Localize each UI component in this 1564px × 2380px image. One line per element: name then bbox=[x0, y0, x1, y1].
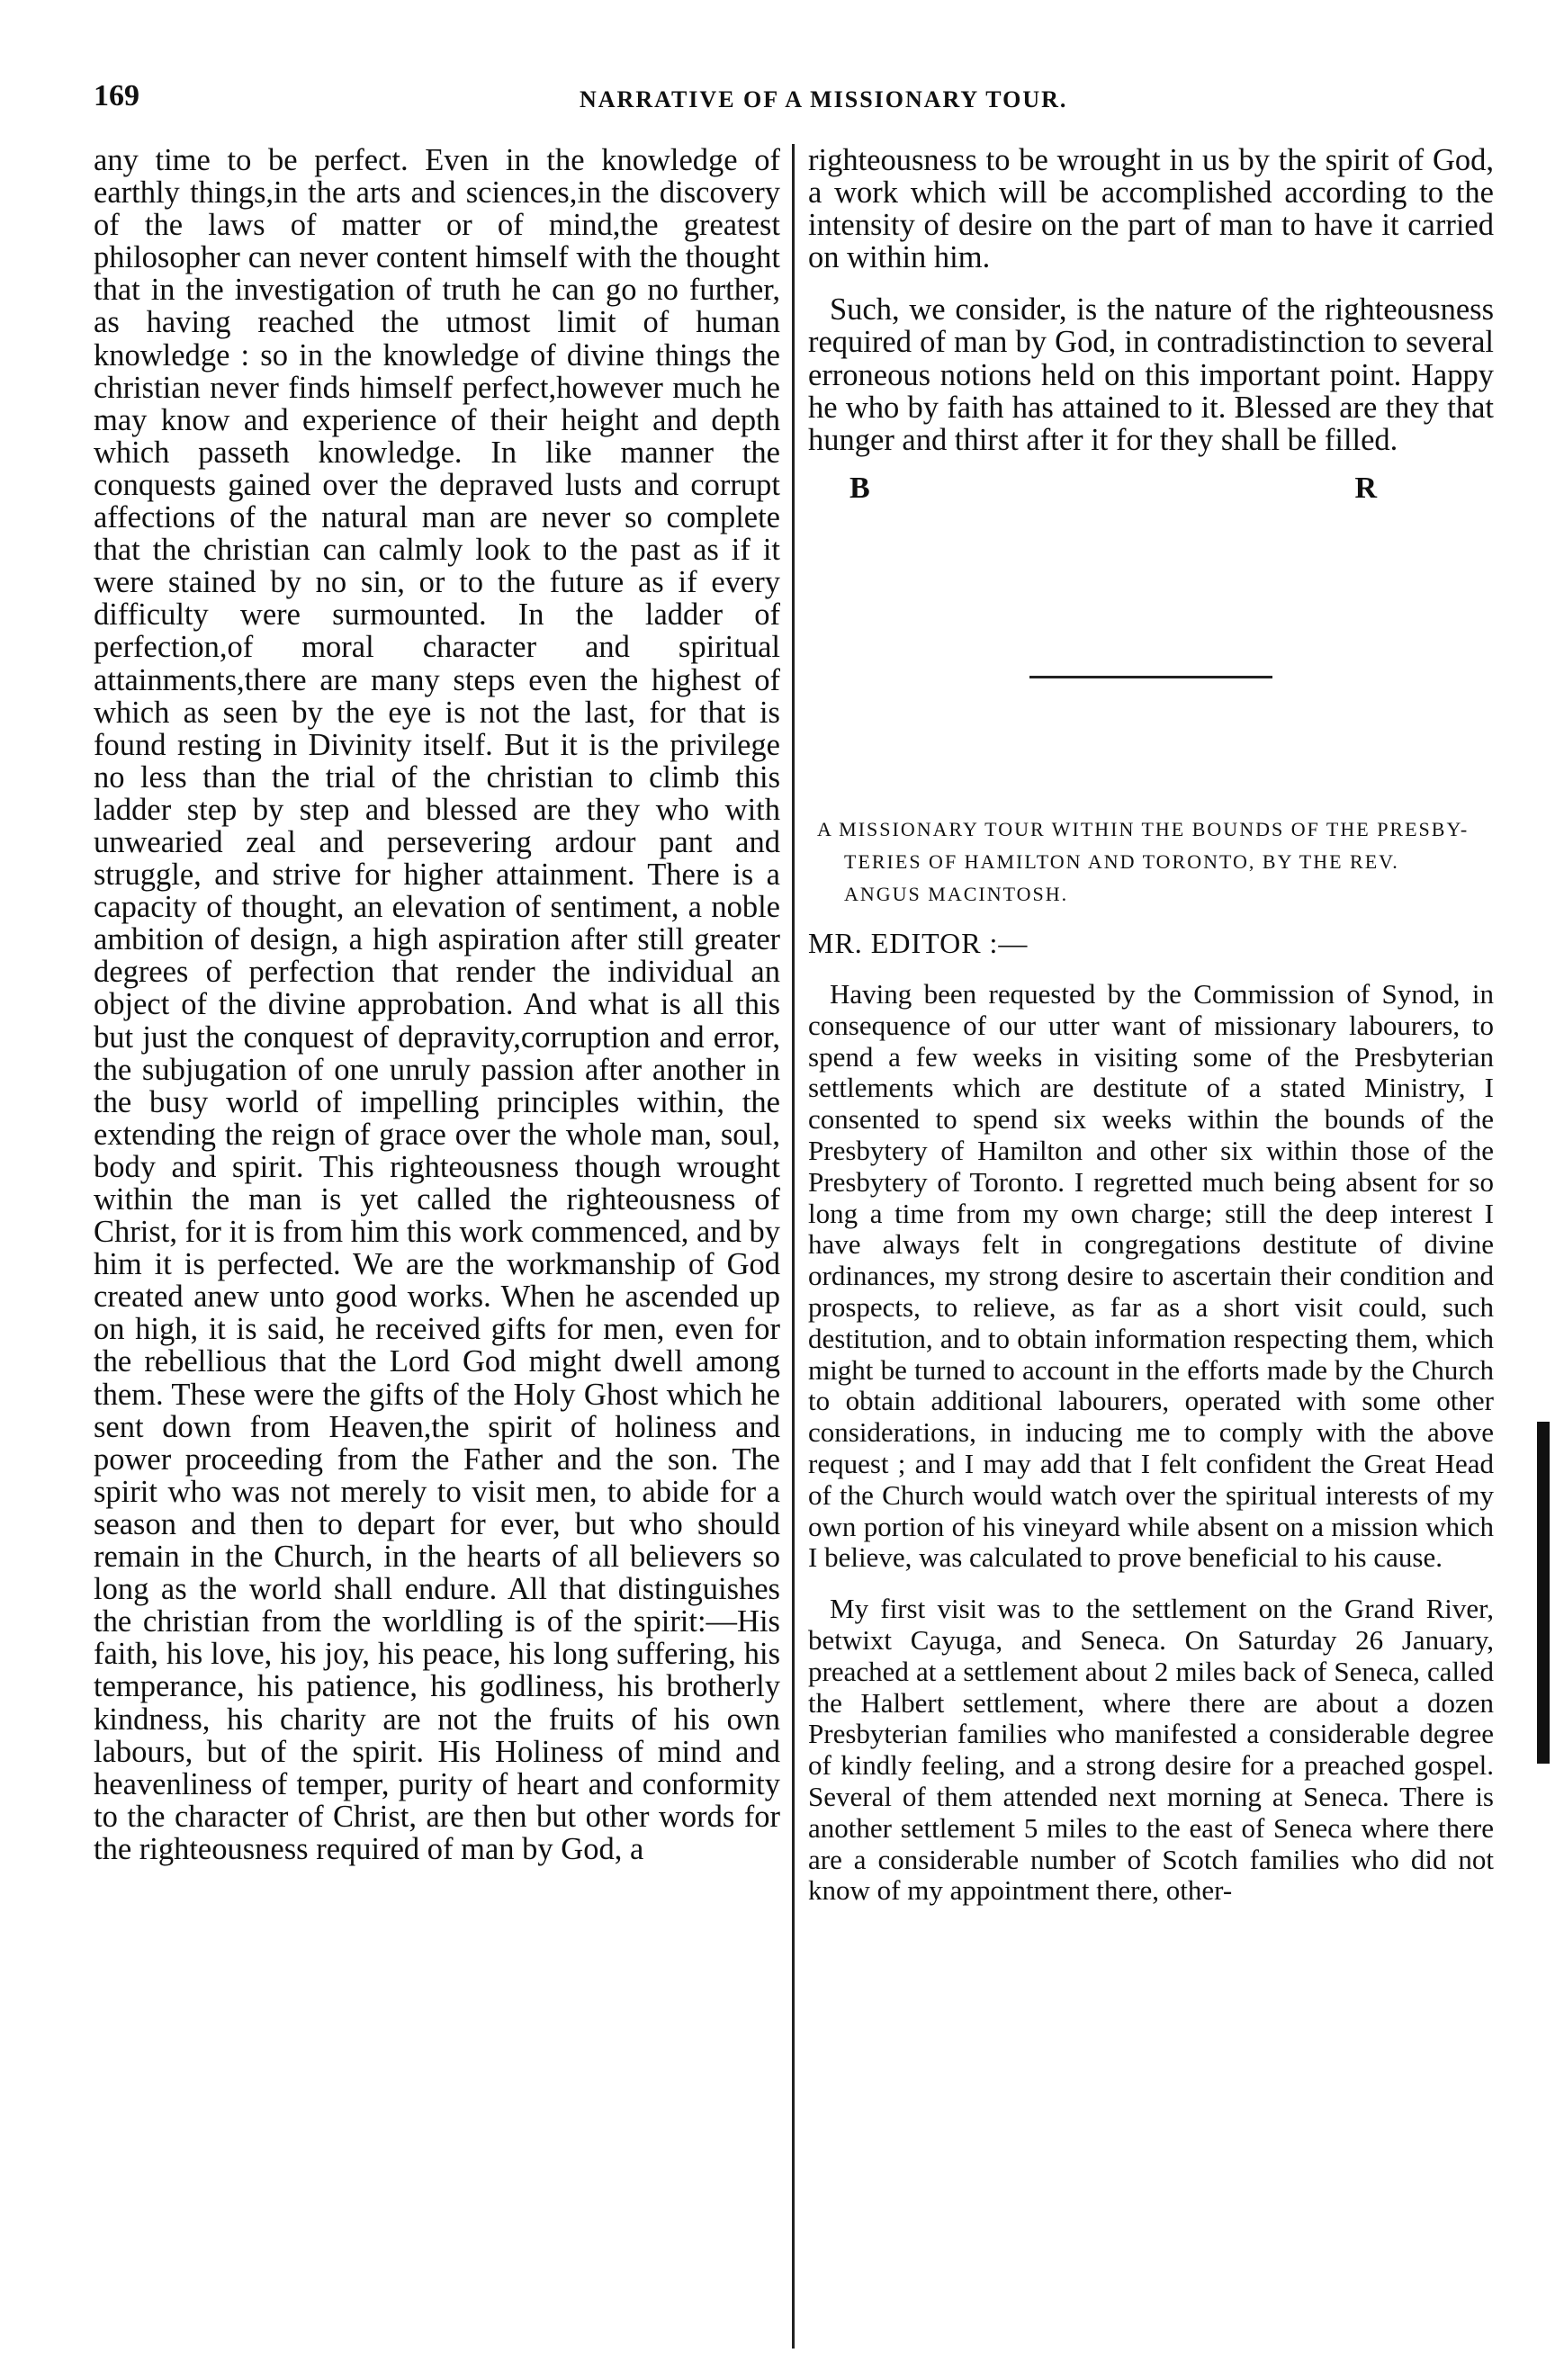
signature bbox=[808, 472, 1494, 505]
signature-initial-b: B bbox=[849, 471, 870, 505]
running-head: NARRATIVE OF A MISSIONARY TOUR. bbox=[580, 86, 1068, 112]
article-title bbox=[808, 813, 1494, 911]
left-body-text: any time to be perfect. Even in the knowledge of earthly things,in the arts and sciences,in the discovery of the laws of matter or of mind,the greatest philosopher can never content himself with the thought that in the investigation of truth he can go no further, as having reached the utmost limit of human knowledge : so in the knowledge of divine things the christian never finds himself perfect,however much he may know and experience of their height and depth which passeth knowledge. In like manner the conquests gained over the depraved lusts and corrupt affections of the natural man are never so complete that the christian can calmly look to the past as if it were stained by no sin, or to the future as if every difficulty were surmounted. In the ladder of perfection,of moral character and spiritual attainments,there are many steps even the highest of which as seen by the eye is not the last, for that is found resting in Divinity itself. But it is the privilege no less than the trial of the christian to climb this ladder step by step and blessed are they who with unwearied zeal and persevering ardour pant and struggle, and strive for higher attainment. There is a capacity of thought, an elevation of sentiment, a noble ambition of design, a high aspiration after still greater degrees of perfection that render the individual an object of the divine approbation. And what is all this but just the conquest of depravity,corruption and error, the subjugation of one unruly passion after another in the busy world of impelling principles within, the extending the reign of grace over the whole man, soul, body and spirit. This righteousness though wrought within the man is yet called the righteousness of Christ, for it is from him this work commenced, and by him it is perfected. We are the workmanship of God created anew unto good works. When he ascended up on high, it is said, he received gifts for men, even for the rebellious that the Lord God might dwell among them. These were the gifts of the Holy Ghost which he sent down from Heaven,the spirit of holiness and power proceeding from the Father and the son. The spirit who was not merely to visit men, to abide for a season and then to depart for ever, but who should remain in the Church, in the hearts of all believers so long as the world shall endure. All that distinguishes the christian from the worldling is of the spirit:—His faith, his love, his joy, his peace, his long suffering, his temperance, his patience, his godliness, his brotherly kindness, his charity are not the fruits of his own labours, but of the spirit. His Holiness of mind and heavenliness of temper, purity of heart and conformity to the character of Christ, are then but other words for the righteousness required of man by God, a bbox=[94, 143, 780, 1866]
right-column bbox=[808, 144, 1494, 1907]
letter-paragraph-2: My first visit was to the settlement on the Grand River, betwixt Cayuga, and Seneca. On Saturday 26 January, preached at a settlement about 2 miles back of Seneca, called the Halbert settlement, where there are about a dozen Presbyterian families who manifested a considerable degree of kindly feeling, and a strong desire for a preached gospel. Several of them attended next morning at Seneca. There is another settlement 5 miles to the east of Seneca where there are a considerable number of Scotch families who did not know of my appointment there, other- bbox=[808, 1593, 1494, 1907]
letter-paragraph-1: Having been requested by the Commission of Synod, in consequence of our utter want of missionary labourers, to spend a few weeks in visiting some of the Presbyterian settlements which are destitute of a stated Ministry, I consented to spend six weeks within the bounds of the Presbytery of Hamilton and other six within those of the Presbytery of Toronto. I regretted much being absent for so long a time from my own charge; still the deep interest I have always felt in congregations destitute of divine ordinances, my strong desire to ascertain their condition and prospects, to relieve, as far as a short visit could, such destitution, and to obtain information respecting them, which might be turned to account in the efforts made by the Church to obtain additional labourers, operated with some other considerations, in inducing me to comply with the above request ; and I may add that I felt confident the Great Head of the Church would watch over the spiritual interests of my own portion of his vineyard while absent on a mission which I believe, was calculated to prove beneficial to his cause. bbox=[808, 978, 1494, 1574]
page-number: 169 bbox=[94, 79, 139, 112]
signature-initial-r: R bbox=[1354, 471, 1377, 505]
scan-edge-mark bbox=[1537, 1422, 1550, 1764]
closing-paragraph-2: Such, we consider, is the nature of the righteousness required of man by God, in contradistinction to several erroneous notions held on this important point. Happy he who by faith has attained to it. Blessed are they that hunger and thirst after it for they shall be filled. bbox=[808, 292, 1494, 457]
salutation: MR. EDITOR :— bbox=[808, 926, 1029, 959]
closing-paragraph-1: righteousness to be wrought in us by the spirit of God, a work which will be accomplished according to the intensity of desire on the part of man to have it carried on within him. bbox=[808, 143, 1494, 275]
article-title-line-1: A MISSIONARY TOUR WITHIN THE BOUNDS OF THE PRESBY- bbox=[817, 817, 1470, 840]
page-header bbox=[94, 79, 1479, 124]
article-title-line-3: ANGUS MACINTOSH. bbox=[844, 882, 1069, 905]
left-column bbox=[94, 144, 780, 1865]
article-title-line-2: TERIES OF HAMILTON AND TORONTO, BY THE REV. bbox=[844, 849, 1399, 873]
column-divider bbox=[792, 144, 795, 2349]
